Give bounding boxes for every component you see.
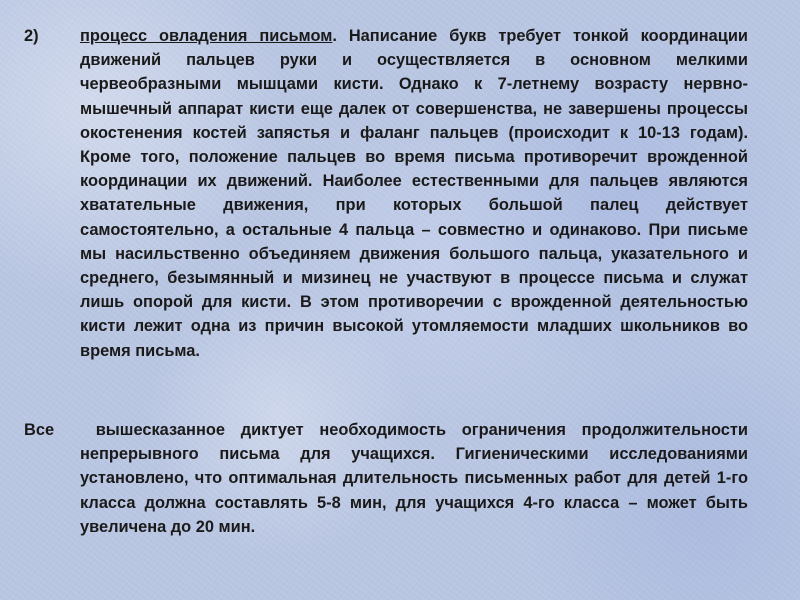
paragraph-lead-word: Все <box>24 421 55 439</box>
paragraph-heading-tail: . <box>332 27 337 45</box>
paragraph-conclusion <box>24 418 748 539</box>
paragraph-text: Написание букв требует тонкой координации движений пальцев руки и осуществляется в основном мелкими червеобразными мышцами кисти. Однако к 7-летнему возрасту нервно-мышечный аппарат кисти еще далек от совершенства, не завершены процессы окостенения костей запястья и фаланг пальцев (происходит к 10-13 годам). Кроме того, положение пальцев во время письма противоречит врожденной координации их движений. Наиболее естественными для пальцев являются хватательные движения, при которых большой палец действует самостоятельно, а остальные 4 пальца – совместно и одинаково. При письме мы насильственно объединяем движения большого пальца, указательного и среднего, безымянный и мизинец не участвуют в процессе письма и служат лишь опорой для кисти. В этом противоречии с врожденной деятельностью кисти лежит одна из причин высокой утомляемости младших школьников во время письма. <box>80 27 748 360</box>
list-number: 2) <box>24 27 39 45</box>
paragraph-conclusion-body <box>24 418 748 539</box>
paragraph-heading: процесс овладения письмом <box>80 27 333 45</box>
paragraph-writing-process <box>24 24 748 363</box>
paragraph-text: вышесказанное диктует необходимость ограничения продолжительности непрерывного письма для учащихся. Гигиеническими исследованиями установлено, что оптимальная длительность письменных работ для детей 1-го класса должна составлять 5-8 мин, для учащихся 4-го класса – может быть увеличена до 20 мин. <box>80 421 748 536</box>
paragraph-writing-process-body <box>24 24 748 363</box>
